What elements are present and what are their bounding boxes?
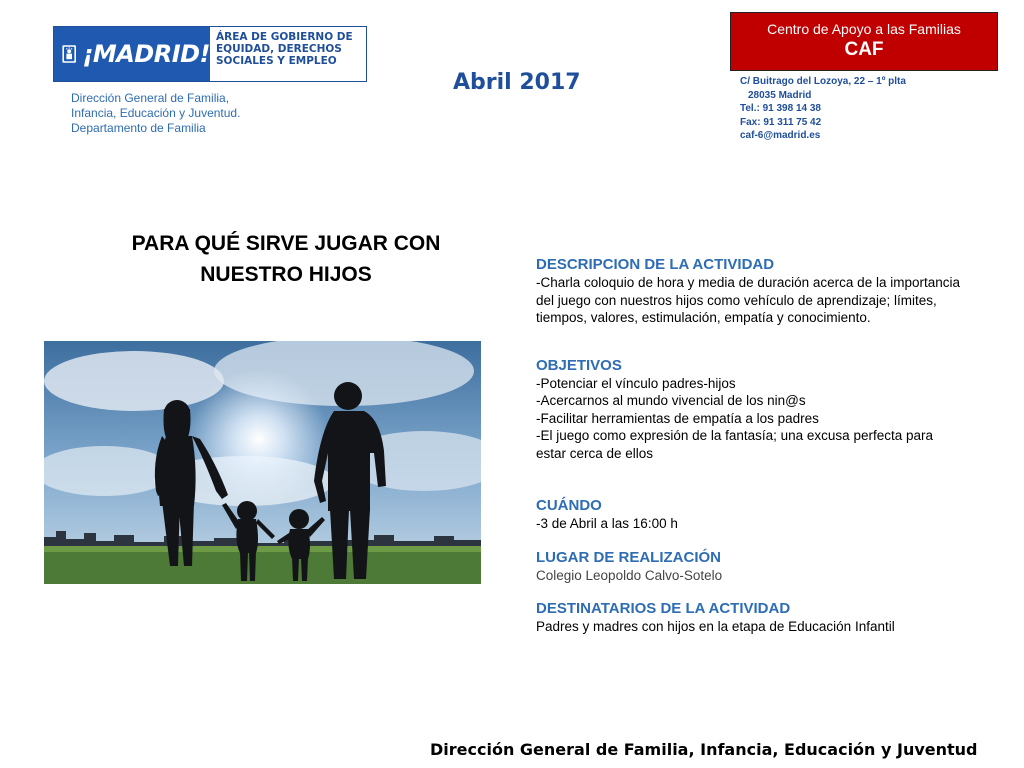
family-silhouette-image: [44, 341, 481, 584]
family-silhouette-photo: [44, 341, 481, 584]
caf-contact-info: [740, 75, 906, 143]
caf-phone: Tel.: 91 398 14 38: [740, 103, 821, 114]
objetivos-heading: OBJETIVOS: [536, 356, 622, 374]
caf-email[interactable]: caf-6@madrid.es: [740, 130, 821, 141]
caf-fax: Fax: 91 311 75 42: [740, 116, 822, 128]
lugar-heading: LUGAR DE REALIZACIÓN: [536, 548, 721, 566]
direccion-general-text: [71, 91, 240, 136]
objetivo-item: -Facilitar herramientas de empatía a los padres: [536, 410, 819, 426]
logo-area-text: [210, 27, 366, 81]
logo-area-line: ÁREA DE GOBIERNO DE: [216, 31, 353, 43]
caf-address: C/ Buitrago del Lozoya, 22 – 1º plta: [740, 76, 906, 87]
descripcion-heading: DESCRIPCION DE LA ACTIVIDAD: [536, 256, 775, 273]
caf-name: CAF: [844, 39, 884, 60]
descripcion-body: -Charla coloquio de hora y media de duración acerca de la importancia del juego con nuestros hijos como vehículo de aprendizaje; límites, tiempos, valores, estimulación, empatía y conocimiento.: [536, 275, 960, 325]
destinatarios-body: Padres y madres con hijos en la etapa de Educación Infantil: [536, 619, 895, 634]
madrid-logo: [53, 26, 367, 82]
logo-area-line: SOCIALES Y EMPLEO: [216, 55, 337, 67]
objetivo-item: -El juego como expresión de la fantasía; una excusa perfecta para estar cerca de ellos: [536, 428, 933, 461]
objetivo-item: -Acercarnos al mundo vivencial de los nin@s: [536, 393, 806, 408]
objetivos-list: [536, 375, 966, 463]
objetivo-item: -Potenciar el vínculo padres-hijos: [536, 375, 736, 391]
caf-title: Centro de Apoyo a las Familias: [767, 21, 961, 37]
cuando-body: -3 de Abril a las 16:00 h: [536, 516, 678, 531]
cuando-heading: CUÁNDO: [536, 497, 602, 514]
caf-postal: 28035 Madrid: [748, 89, 812, 101]
direccion-line: Dirección General de Familia,: [71, 91, 230, 105]
madrid-emblem-icon: [62, 31, 76, 77]
destinatarios-heading: DESTINATARIOS DE LA ACTIVIDAD: [536, 600, 791, 617]
logo-flag: [54, 27, 210, 81]
caf-header-box: [730, 12, 998, 71]
logo-area-line: EQUIDAD, DERECHOS: [216, 43, 342, 55]
activity-details: [536, 256, 966, 636]
logo-name: ¡MADRID!: [82, 40, 210, 68]
direccion-line: Infancia, Educación y Juventud.: [71, 106, 241, 120]
footer-text: Dirección General de Familia, Infancia, Educación y Juventud: [430, 740, 978, 759]
month-title: Abril 2017: [453, 70, 581, 95]
main-title: PARA QUÉ SIRVE JUGAR CON NUESTRO HIJOS: [131, 232, 441, 286]
lugar-body: Colegio Leopoldo Calvo-Sotelo: [536, 567, 723, 583]
direccion-line: Departamento de Familia: [71, 121, 206, 135]
